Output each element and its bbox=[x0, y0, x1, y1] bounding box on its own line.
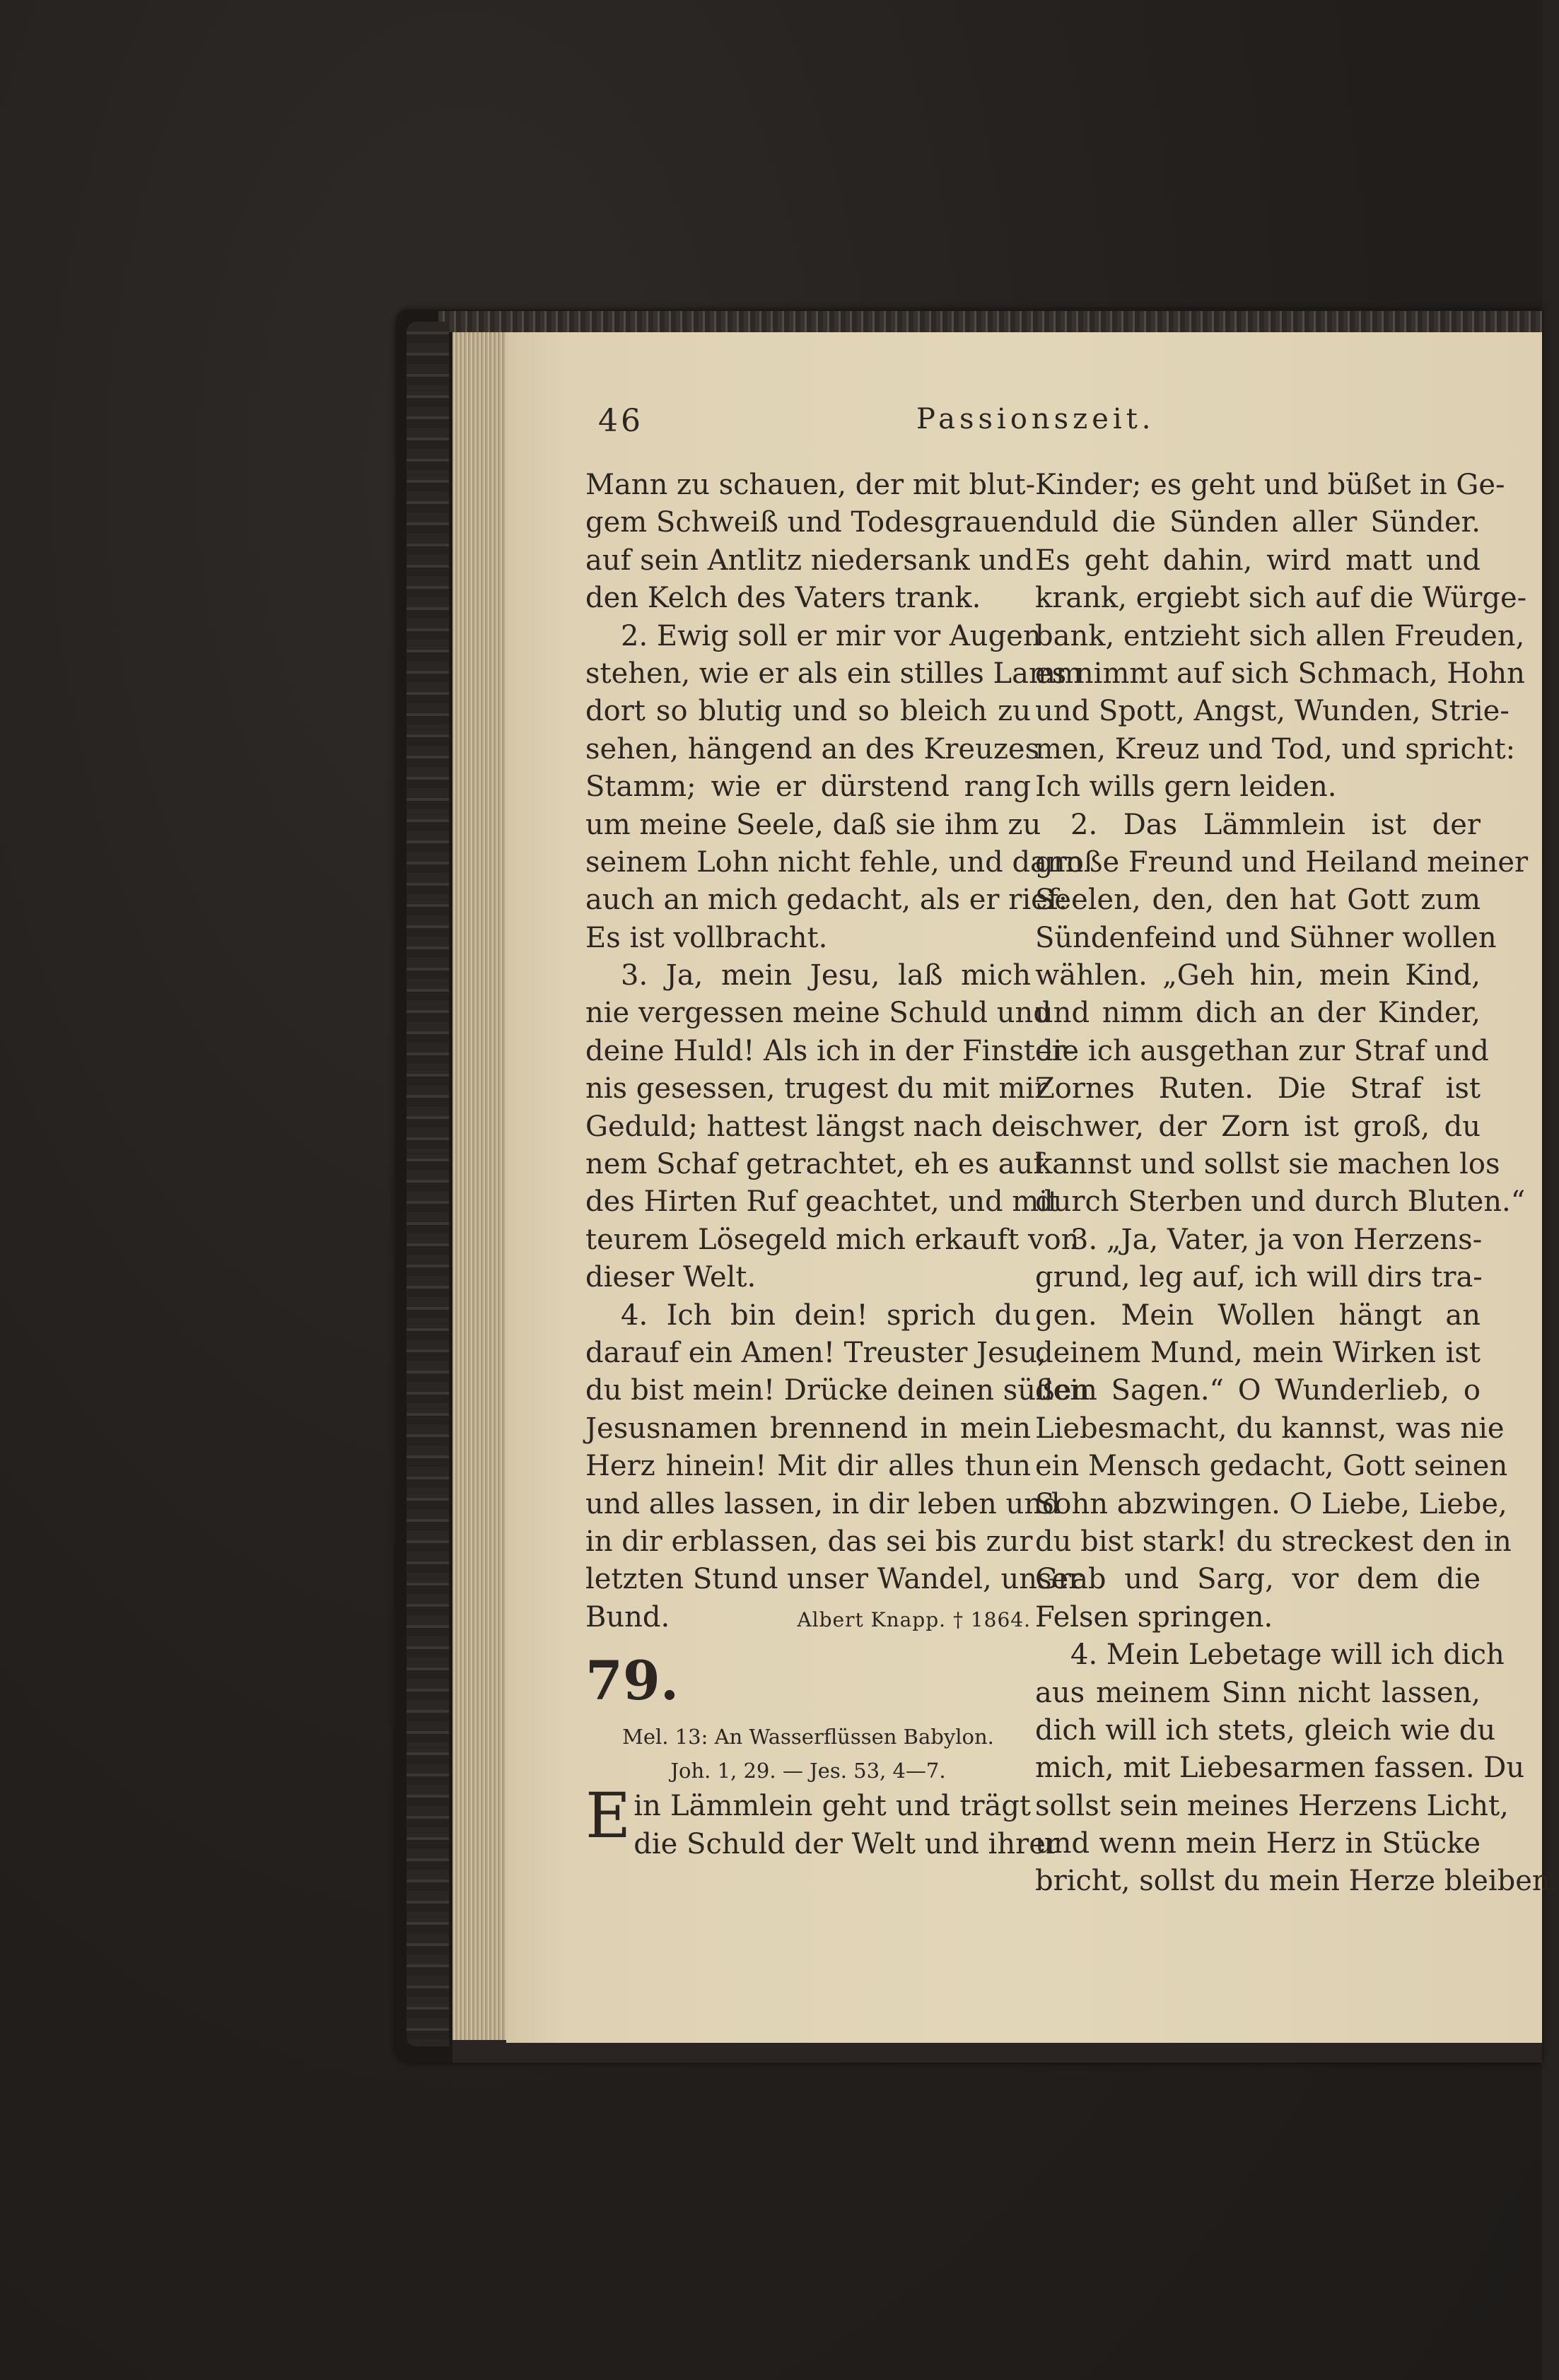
running-title: Passionszeit. bbox=[916, 403, 1155, 435]
text-line: des Hirten Ruf geachtet, und mit bbox=[585, 1185, 1060, 1219]
text-line: und Spott, Angst, Wunden, Strie- bbox=[1035, 695, 1510, 728]
text-line: grund, leg auf, ich will dirs tra- bbox=[1035, 1261, 1483, 1294]
verse-start-line: 4. Mein Lebetage will ich dich bbox=[1070, 1639, 1505, 1672]
left-column bbox=[585, 467, 1090, 1863]
text-line: gen. Mein Wollen hängt an bbox=[1035, 1299, 1481, 1332]
text-line: schwer, der Zorn ist groß, du bbox=[1035, 1110, 1481, 1143]
text-line: in dir erblassen, das sei bis zur bbox=[585, 1525, 1033, 1558]
text-line: Seelen, den, den hat Gott zum bbox=[1035, 884, 1481, 917]
text-line: gem Schweiß und Todesgrauen bbox=[585, 506, 1036, 539]
verse-start-line: 2. Ewig soll er mir vor Augen bbox=[621, 619, 1041, 652]
text-line: mich, mit Liebesarmen fassen. Du bbox=[1035, 1752, 1525, 1785]
text-line: nie vergessen meine Schuld und bbox=[585, 997, 1051, 1030]
text-line: durch Sterben und durch Bluten.“ bbox=[1035, 1185, 1526, 1219]
verse-start-line: 3. Ja, mein Jesu, laß mich bbox=[621, 959, 1031, 992]
text-line: wählen. „Geh hin, mein Kind, bbox=[1035, 959, 1481, 992]
text-line: krank, ergiebt sich auf die Würge- bbox=[1035, 582, 1527, 615]
text-line: große Freund und Heiland meiner bbox=[1035, 845, 1529, 879]
text-line: aus meinem Sinn nicht lassen, bbox=[1035, 1676, 1481, 1709]
text-line: sollst sein meines Herzens Licht, bbox=[1035, 1789, 1509, 1822]
text-line: du bist stark! du streckest den in bbox=[1035, 1525, 1512, 1558]
hymn-scripture: Joh. 1, 29. — Jes. 53, 4—7. bbox=[670, 1759, 946, 1783]
text-line: Liebesmacht, du kannst, was nie bbox=[1035, 1412, 1505, 1445]
text-line: Felsen springen. bbox=[1035, 1600, 1273, 1634]
closing-word: Bund. bbox=[585, 1600, 670, 1634]
text-line: bank, entzieht sich allen Freuden, bbox=[1035, 619, 1525, 652]
text-line: teurem Lösegeld mich erkauft von bbox=[585, 1223, 1080, 1256]
text-line: Kinder; es geht und büßet in Ge- bbox=[1035, 469, 1505, 501]
page-number: 46 bbox=[598, 403, 643, 439]
text-line: Stamm; wie er dürstend rang bbox=[585, 770, 1031, 804]
text-line: dich will ich stets, gleich wie du bbox=[1035, 1713, 1496, 1747]
text-line: ein Mensch gedacht, Gott seinen bbox=[1035, 1450, 1508, 1483]
text-line: auch an mich gedacht, als er rief: bbox=[585, 884, 1068, 917]
text-line: in Lämmlein geht und trägt bbox=[633, 1790, 1031, 1823]
text-line: es nimmt auf sich Schmach, Hohn bbox=[1035, 657, 1525, 690]
text-line: Geduld; hattest längst nach dei- bbox=[585, 1110, 1045, 1143]
text-line: Grab und Sarg, vor dem die bbox=[1035, 1563, 1481, 1596]
verse-start-line: 4. Ich bin dein! sprich du bbox=[621, 1299, 1031, 1332]
text-line: um meine Seele, daß sie ihm zu bbox=[585, 808, 1041, 841]
book-spine-edge bbox=[407, 322, 449, 2046]
hymn-number: 79. bbox=[585, 1649, 679, 1713]
text-line: dein Sagen.“ O Wunderlieb, o bbox=[1035, 1374, 1481, 1407]
text-line: die ich ausgethan zur Straf und bbox=[1035, 1034, 1489, 1067]
book-page bbox=[506, 332, 1559, 2043]
text-line: Jesusnamen brennend in mein bbox=[585, 1412, 1031, 1445]
author-signature: Albert Knapp. † 1864. bbox=[797, 1607, 1031, 1631]
text-line: Es ist vollbracht. bbox=[585, 921, 828, 954]
text-line: sehen, hängend an des Kreuzes bbox=[585, 732, 1040, 766]
right-column bbox=[1035, 467, 1559, 1901]
text-line: Ich wills gern leiden. bbox=[1035, 770, 1337, 804]
text-line: und nimm dich an der Kinder, bbox=[1035, 997, 1481, 1030]
text-line: darauf ein Amen! Treuster Jesu, bbox=[585, 1336, 1046, 1369]
text-line: bricht, sollst du mein Herze bleiben. bbox=[1035, 1865, 1559, 1898]
text-line: nem Schaf getrachtet, eh es auf bbox=[585, 1148, 1044, 1181]
text-line: deine Huld! Als ich in der Finster- bbox=[585, 1034, 1075, 1067]
text-line: letzten Stund unser Wandel, unser bbox=[585, 1563, 1082, 1596]
verse-start-line: 2. Das Lämmlein ist der bbox=[1070, 808, 1481, 841]
closing-line bbox=[585, 1599, 1031, 1636]
text-line: Es geht dahin, wird matt und bbox=[1035, 544, 1481, 577]
text-line: Mann zu schauen, der mit blut- bbox=[585, 469, 1036, 501]
text-line: und alles lassen, in dir leben und bbox=[585, 1487, 1061, 1520]
text-line: und wenn mein Herz in Stücke bbox=[1035, 1827, 1481, 1860]
text-line: nis gesessen, trugest du mit mir bbox=[585, 1072, 1049, 1106]
text-line: dort so blutig und so bleich zu bbox=[585, 695, 1031, 728]
book-bottom-edge bbox=[452, 2040, 1542, 2063]
text-line: du bist mein! Drücke deinen süßen bbox=[585, 1374, 1090, 1407]
running-head bbox=[598, 403, 1538, 452]
page-edges bbox=[452, 332, 509, 2046]
text-line: stehen, wie er als ein stilles Lamm bbox=[585, 657, 1082, 690]
text-line: die Schuld der Welt und ihrer bbox=[633, 1827, 1060, 1860]
hymn-melody: Mel. 13: An Wasserflüssen Babylon. bbox=[622, 1725, 994, 1749]
text-line: seinem Lohn nicht fehle, und dann bbox=[585, 845, 1084, 879]
drop-capital: E bbox=[585, 1779, 631, 1853]
text-line: Sohn abzwingen. O Liebe, Liebe, bbox=[1035, 1487, 1507, 1520]
text-line: men, Kreuz und Tod, und spricht: bbox=[1035, 732, 1516, 766]
verse-start-line: 3. „Ja, Vater, ja von Herzens- bbox=[1070, 1223, 1483, 1256]
text-line: duld die Sünden aller Sünder. bbox=[1035, 506, 1481, 539]
text-line: auf sein Antlitz niedersank und bbox=[585, 544, 1034, 577]
text-line: deinem Mund, mein Wirken ist bbox=[1035, 1336, 1481, 1369]
text-line: Sündenfeind und Sühner wollen bbox=[1035, 921, 1497, 954]
text-line: dieser Welt. bbox=[585, 1261, 757, 1294]
text-line: Zornes Ruten. Die Straf ist bbox=[1035, 1072, 1481, 1106]
text-line: Herz hinein! Mit dir alles thun bbox=[585, 1450, 1031, 1483]
text-line: kannst und sollst sie machen los bbox=[1035, 1148, 1500, 1181]
text-line: den Kelch des Vaters trank. bbox=[585, 582, 981, 615]
book-top-edge bbox=[438, 311, 1542, 332]
